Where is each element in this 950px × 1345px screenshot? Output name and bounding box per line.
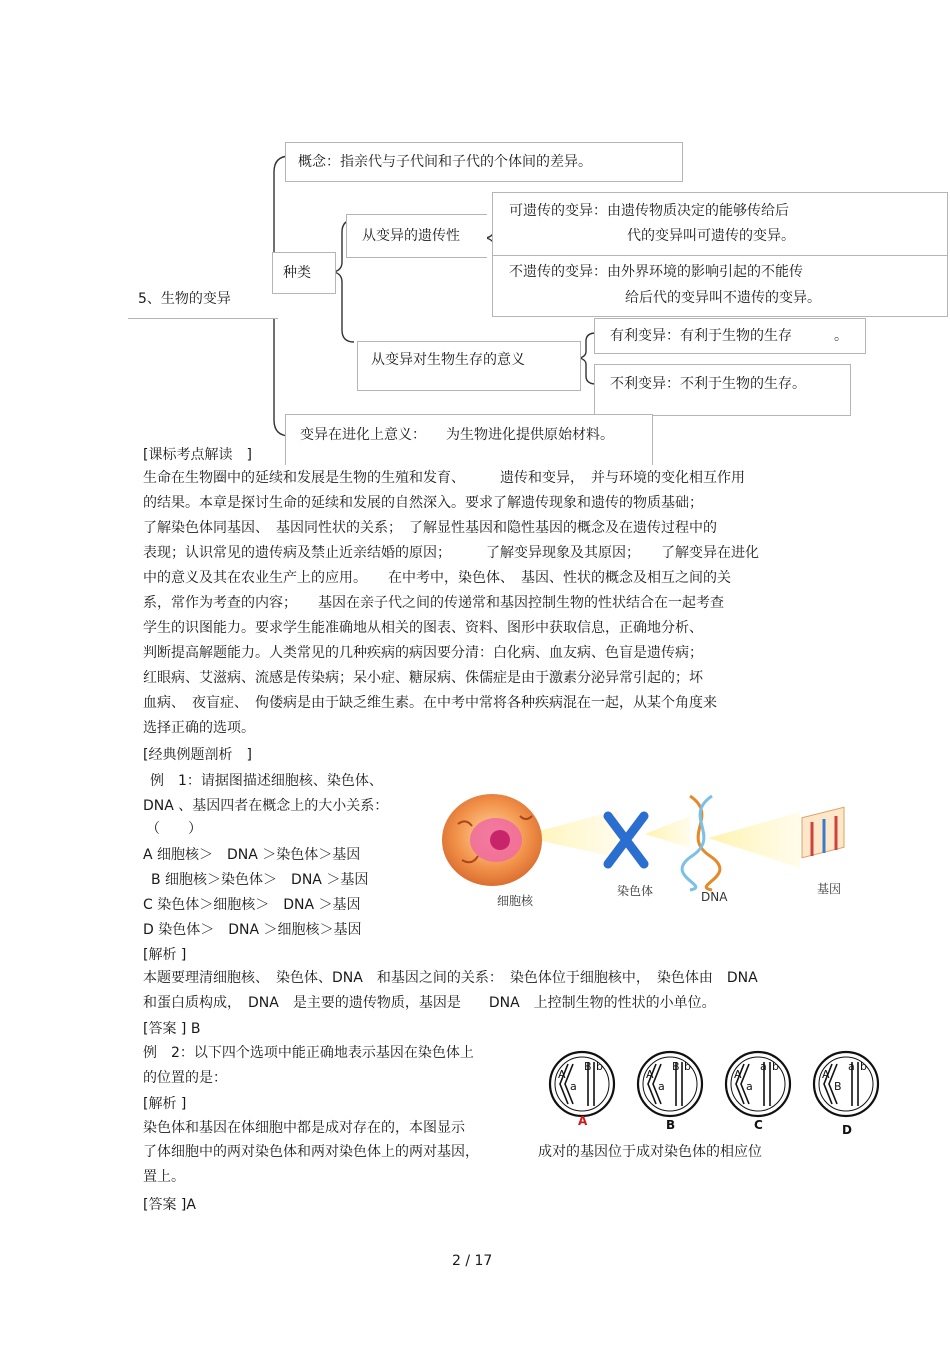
ex1-question-2: DNA 、基因四者在概念上的大小关系：	[143, 798, 389, 814]
svg-text:b: b	[860, 1060, 867, 1073]
ex2-analysis-title: [解析 ]	[143, 1096, 187, 1112]
fig1-label-chromosome: 染色体	[617, 884, 654, 898]
fig1-label-gene: 基因	[817, 882, 842, 896]
evolution-value: 为生物进化提供原始材料。	[446, 427, 614, 443]
ex1-option-d: D 染色体＞ DNA ＞细胞核＞基因	[143, 922, 362, 938]
zoom-beam-2	[645, 816, 690, 848]
concept-text: 概念：指亲代与子代间和子代的个体间的差异。	[298, 154, 592, 170]
svg-text:A: A	[646, 1068, 654, 1081]
svg-text:A: A	[734, 1068, 742, 1081]
kb-line: 血病、 夜盲症、 佝偻病是由于缺乏维生素。在中考中常将各种疾病混在一起，从某个角度来	[143, 695, 717, 711]
kb-line: 中的意义及其在农业生产上的应用。 在中考中，染色体、 基因、性状的概念及相互之间的关	[143, 570, 731, 586]
ex1-answer: [答案 ] B	[143, 1021, 201, 1037]
svg-text:A: A	[822, 1068, 830, 1081]
svg-text:b: b	[684, 1060, 691, 1073]
svg-text:A: A	[558, 1068, 566, 1081]
ex1-analysis-line2: 和蛋白质构成， DNA 是主要的遗传物质，基因是 DNA 上控制生物的性状的小单位。	[143, 995, 716, 1011]
cell-option-C	[726, 1052, 790, 1116]
fig1-label-dna: DNA	[701, 890, 728, 904]
cell-option-A	[550, 1052, 614, 1116]
cell-option-label: D	[842, 1123, 852, 1137]
kb-title: [课标考点解读 ]	[143, 447, 252, 463]
ex1-question-1: 例 1：请据图描述细胞核、染色体、	[150, 773, 383, 789]
kb-line: 了解染色体同基因、 基因同性状的关系； 了解显性基因和隐性基因的概念及在遗传过程中的	[143, 520, 717, 536]
kb-line: 学生的识图能力。要求学生能准确地从相关的图表、资料、图形中获取信息，正确地分析、	[143, 620, 703, 636]
heritable-line2: 代的变异叫可遗传的变异。	[627, 228, 795, 244]
kb-line: 选择正确的选项。	[143, 720, 255, 736]
svg-text:a: a	[760, 1060, 767, 1073]
kb-line: 红眼病、艾滋病、流感是传染病；呆小症、糖尿病、侏儒症是由于激素分泌异常引起的；坏	[143, 670, 703, 686]
kb-line: 系，常作为考查的内容； 基因在亲子代之间的传递常和基因控制生物的性状结合在一起考查	[143, 595, 724, 611]
ex2-answer: [答案 ]A	[143, 1197, 196, 1213]
ex2-question-1: 例 2：以下四个选项中能正确地表示基因在染色体上	[143, 1045, 474, 1061]
harmful-text: 不利变异：不利于生物的生存。	[610, 376, 806, 392]
cell-option-label: A	[578, 1114, 588, 1128]
cell-option-label: C	[754, 1118, 763, 1132]
ex2-analysis-line2: 了体细胞中的两对染色体和两对染色体上的两对基因，	[143, 1144, 479, 1160]
beneficial-text: 有利变异：有利于生物的生存	[610, 328, 792, 344]
svg-text:a: a	[848, 1060, 855, 1073]
root-title: 5、生物的变异	[138, 291, 231, 307]
ex2-analysis-line1: 染色体和基因在体细胞中都是成对存在的，本图显示	[143, 1120, 465, 1136]
kb-line: 的结果。本章是探讨生命的延续和发展的自然深入。要求了解遗传现象和遗传的物质基础；	[143, 495, 703, 511]
svg-text:B: B	[584, 1060, 592, 1073]
svg-text:b: b	[772, 1060, 779, 1073]
svg-text:B: B	[672, 1060, 680, 1073]
evolution-label: 变异在进化上意义：	[300, 427, 426, 443]
ex2-analysis-line3: 置上。	[143, 1169, 185, 1185]
cell-option-label: B	[666, 1118, 676, 1132]
ex1-option-c: C 染色体＞细胞核＞ DNA ＞基因	[143, 897, 361, 913]
svg-text:a: a	[658, 1080, 665, 1093]
kb-line: 生命在生物圈中的延续和发展是生物的生殖和发育、 遗传和变异， 并与环境的变化相互作用	[143, 470, 745, 486]
beneficial-end: 。	[834, 328, 848, 344]
chromosome-options-figure	[540, 1040, 880, 1140]
ex2-question-2: 的位置的是：	[143, 1070, 227, 1086]
nonheritable-line1: 不遗传的变异：由外界环境的影响引起的不能传	[509, 264, 803, 280]
page-number: 2 / 17	[452, 1253, 493, 1269]
heritable-line1: 可遗传的变异：由遗传物质决定的能够传给后	[509, 203, 789, 219]
ex1-paren: （ ）	[146, 821, 202, 837]
meaning-label: 从变异对生物生存的意义	[371, 352, 525, 368]
cell-option-B	[638, 1052, 702, 1116]
kb-line: 表现；认识常见的遗传病及禁止近亲结婚的原因； 了解变异现象及其原因； 了解变异在进化	[143, 545, 759, 561]
gene-icon	[802, 807, 844, 857]
ex1-analysis-line1: 本题要理清细胞核、 染色体、DNA 和基因之间的关系： 染色体位于细胞核中， 染色体由 DNA	[143, 970, 758, 986]
svg-text:a: a	[746, 1080, 753, 1093]
heredity-label: 从变异的遗传性	[362, 228, 460, 244]
ex2-analysis-line2b: 成对的基因位于成对染色体的相应位	[538, 1144, 762, 1160]
kinds-label: 种类	[283, 265, 311, 281]
cell-option-D	[814, 1052, 878, 1116]
fig1-label-nucleus: 细胞核	[497, 894, 534, 908]
examples-title: [经典例题剖析 ]	[143, 747, 252, 763]
svg-text:B: B	[834, 1080, 842, 1093]
ex1-option-a: A 细胞核＞ DNA ＞染色体＞基因	[143, 847, 361, 863]
ex1-option-b: B 细胞核＞染色体＞ DNA ＞基因	[151, 872, 369, 888]
nonheritable-line2: 给后代的变异叫不遗传的变异。	[625, 290, 821, 306]
zoom-beam-3	[708, 812, 800, 868]
kb-line: 判断提高解题能力。人类常见的几种疾病的病因要分清：白化病、血友病、色盲是遗传病；	[143, 645, 703, 661]
svg-text:b: b	[596, 1060, 603, 1073]
svg-text:a: a	[570, 1080, 577, 1093]
ex1-analysis-title: [解析 ]	[143, 947, 187, 963]
